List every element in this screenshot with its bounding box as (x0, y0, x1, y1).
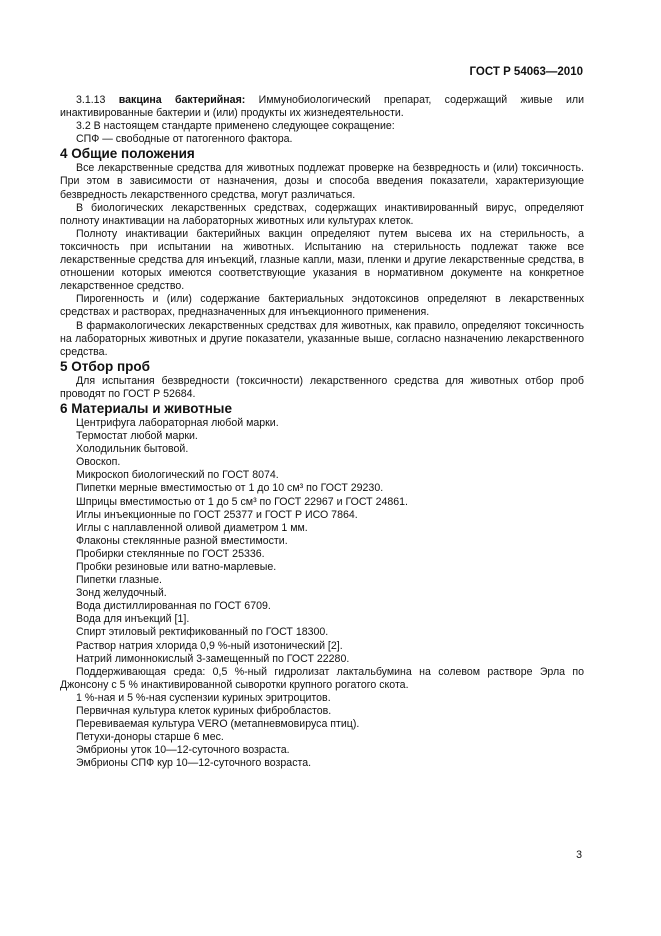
list-item: Пипетки глазные. (76, 574, 162, 587)
clause-3-1-13 (60, 94, 584, 120)
list-item: Иглы инъекционные по ГОСТ 25377 и ГОСТ Р ИСО 7864. (76, 508, 358, 521)
list-item: Пипетки мерные вместимостью от 1 до 10 см³ по ГОСТ 29230. (76, 482, 384, 495)
section-4-paragraph: Пирогенность и (или) содержание бактериальных эндотоксинов определяют в лекарственных средствах и растворах, предназначенных для инъекционного применения. (60, 293, 584, 319)
list-item: 1 %-ная и 5 %-ная суспензии куриных эритроцитов. (76, 691, 331, 704)
clause-number: 3.1.13 (76, 94, 106, 106)
list-item: Раствор натрия хлорида 0,9 %-ный изотонический [2]. (76, 639, 343, 652)
list-item: Пробки резиновые или ватно-марлевые. (76, 561, 277, 573)
list-item: Эмбрионы СПФ кур 10—12-суточного возраста. (76, 757, 312, 770)
list-item: Шприцы вместимостью от 1 до 5 см³ по ГОСТ 22967 и ГОСТ 24861. (76, 495, 408, 508)
list-item: Натрий лимоннокислый 3-замещенный по ГОСТ 22280. (76, 652, 350, 665)
list-item: Микроскоп биологический по ГОСТ 8074. (76, 469, 279, 482)
list-item: Вода дистиллированная по ГОСТ 6709. (76, 600, 271, 613)
list-item: Центрифуга лабораторная любой марки. (76, 416, 279, 429)
document-body (60, 94, 584, 771)
list-item: Вода для инъекций [1]. (76, 613, 190, 626)
section-4-paragraph: Полноту инактивации бактерийных вакцин определяют путем высева их на стерильность, а токсичность при испытании на животных. Испытанию на стерильность подлежат также все лекарственные средства для инъекций, глазные капли, мази, пленки и другие лекарственные средства, в отношении которых имеются соответствующие указания в нормативном документе на конкретное лекарственное средство. (60, 227, 584, 293)
list-item: Петухи-доноры старше 6 мес. (76, 731, 224, 744)
section-4-title: 4 Общие положения (60, 146, 195, 162)
list-item: Холодильник бытовой. (76, 443, 189, 456)
abbreviation: СПФ — свободные от патогенного фактора. (76, 133, 293, 146)
list-item: Перевиваемая культура VERO (метапневмовируса птиц). (76, 718, 360, 731)
section-5-paragraph: Для испытания безвредности (токсичности) лекарственного средства для животных отбор проб проводят по ГОСТ Р 52684. (60, 374, 584, 400)
clause-3-2: 3.2 В настоящем стандарте применено следующее сокращение: (76, 120, 395, 133)
list-item: Пробирки стеклянные по ГОСТ 25336. (76, 547, 265, 560)
supporting-medium: Поддерживающая среда: 0,5 %-ный гидролизат лактальбумина на солевом растворе Эрла по Джонсону с 5 % инактивированной сыворотки крупного рогатого скота. (60, 665, 584, 691)
clause-definition: Иммунобиологический препарат, содержащий живые или инактивированные бактерии и (или) продукты их жизнедеятельности. (60, 94, 584, 120)
page-number: 3 (576, 849, 582, 861)
section-5-title: 5 Отбор проб (60, 358, 150, 374)
list-item: Термостат любой марки. (76, 430, 198, 443)
section-4-paragraph: В фармакологических лекарственных средствах для животных, как правило, определяют токсичность на лабораторных животных и другие показатели, указанные выше, согласно назначению лекарственного средства. (60, 319, 584, 358)
list-item: Эмбрионы уток 10—12-суточного возраста. (76, 744, 290, 757)
list-item: Спирт этиловый ректификованный по ГОСТ 18300. (76, 626, 329, 639)
materials-list-continued (60, 692, 584, 771)
section-4-paragraph: Все лекарственные средства для животных подлежат проверке на безвредность и (или) токсичность. При этом в зависимости от назначения, дозы и способа введения показатели, характеризующие безвредность лекарственного средства, могут различаться. (60, 162, 584, 201)
section-6-title: 6 Материалы и животные (60, 400, 232, 416)
document-header: ГОСТ Р 54063—2010 (469, 66, 583, 78)
materials-list (60, 417, 584, 666)
clause-term: вакцина бактерийная: (118, 94, 246, 106)
section-4-paragraph: В биологических лекарственных средствах, содержащих инактивированный вирус, определяют полноту инактивации на лабораторных животных или культурах клеток. (60, 201, 584, 227)
list-item: Первичная культура клеток куриных фибробластов. (76, 705, 332, 718)
list-item: Иглы с наплавленной оливой диаметром 1 мм. (76, 521, 308, 534)
list-item: Зонд желудочный. (76, 587, 167, 600)
list-item: Флаконы стеклянные разной вместимости. (76, 534, 288, 547)
list-item: Овоскоп. (76, 456, 121, 469)
